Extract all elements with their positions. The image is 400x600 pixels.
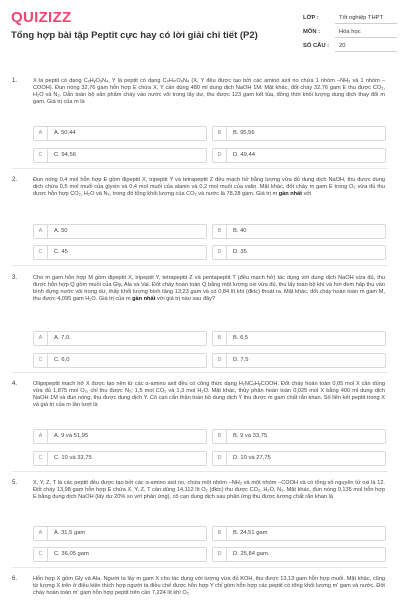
- option-letter: D: [213, 452, 227, 465]
- option-text: D. 49,44: [233, 152, 255, 158]
- option-letter: D: [213, 354, 227, 367]
- option-letter: C: [34, 354, 48, 367]
- option-c[interactable]: [33, 547, 207, 562]
- option-a[interactable]: [33, 126, 207, 141]
- meta-underline: [335, 37, 397, 38]
- question-text-part: Đun nóng 0,4 mol hỗn hợp E gồm đipeptit X, tripeptit Y và tetrapeptit Z đều mạch hở bằng lượng vừa đủ dung dịch NaOH, thu được dung dịch chứa 0,5 mol muối của glyxin và 0,4 mol muối của alanin và 0,2 mol muối của valin. Mặt khác, đốt cháy m gam E trong O₂ vừa đủ thu được hỗn hợp CO₂, H₂O và N₂, trong đó tổng khối lượng của CO₂ và nước là 78,28 gam. Giá trị m: [33, 177, 385, 198]
- divider: [12, 168, 388, 169]
- question-text-part: Cho m gam hỗn hợp M gồm đipeptit X, tripeptit Y, tetrapeptit Z và pentapeptit T (đều mạch hở) tác dụng với dung dịch NaOH vừa đủ, thu được hỗn hợp Q gồm muối của Gly, Ala và Val. Đốt cháy hoàn toàn Q bằng một lượng oxi vừa đủ, thu lấy toàn bộ khí và hơi đem hấp thụ vào bình đựng nước vôi trong dư, thấy khối lượng bình tăng 13,23 gam và có 0,84 lít khí (đktc) thoát ra. Mặt khác, đốt cháy hoàn toàn m gam M, thu được 4,095 gam H₂O. Giá trị của m: [33, 275, 385, 303]
- question-number: 1.: [12, 78, 18, 84]
- option-text: B. 40: [233, 228, 247, 234]
- option-d[interactable]: [212, 451, 386, 466]
- page-header: [0, 0, 400, 64]
- option-d[interactable]: [212, 148, 386, 163]
- option-a[interactable]: [33, 429, 207, 444]
- option-text: C. 36,05 gam: [54, 551, 89, 557]
- option-c[interactable]: [33, 148, 207, 163]
- meta-underline: [335, 23, 397, 24]
- option-c[interactable]: [33, 451, 207, 466]
- option-text: D. 35: [233, 249, 247, 255]
- question-text: X, Y, Z, T là các peptit đều được tạo bởi các α-amino axit no, chứa một nhóm –NH₂ và một nhóm –COOH và có tổng số nguyên tử oxi là 12. Đốt cháy 13,98 gam hỗn hợp E chứa X, Y, Z, T cần dùng 14,112 lít O₂ (đktc) thu được CO₂, H₂O, N₂. Mặt khác, đun nóng 0,135 mol hỗn hợp E bằng dung dịch NaOH (lấy dư 20% so với phản ứng), cô cạn dung dịch sau phản ứng thu được lượng chất rắn khan là: [33, 480, 385, 501]
- divider: [12, 265, 388, 266]
- meta-row-subject: [303, 29, 398, 39]
- question-text: X là peptit có dạng CₓHᵧOᵤN₄, Y là peptit có dạng CₙHₘO₆N₄ (X, Y đều được tạo bởi các amino axit no chứa 1 nhóm –NH₂ và 1 nhóm –COOH). Đun nóng 32,76 gam hỗn hợp E chứa X, Y cần dùng 480 ml dung dịch NaOH 1M. Mặt khác, đốt cháy 32,76 gam E thu được CO₂, H₂O và N₂. Dẫn toàn bộ sản phẩm cháy vào nước vôi trong lấy dư, thu được 123 gam kết tủa, đồng thời khối lượng dung dịch thay đổi m gam. Giá trị của m là: [33, 78, 385, 106]
- question-text-emphasis: gần nhất: [278, 191, 303, 198]
- question-text: [33, 275, 385, 303]
- option-letter: C: [34, 548, 48, 561]
- option-letter: C: [34, 452, 48, 465]
- option-b[interactable]: [212, 331, 386, 346]
- option-letter: B: [213, 527, 227, 540]
- question-number: 6.: [12, 576, 18, 582]
- option-a[interactable]: [33, 331, 207, 346]
- option-d[interactable]: [212, 245, 386, 260]
- divider: [12, 471, 388, 472]
- meta-value-subject: Hóa học: [339, 29, 361, 35]
- meta-row-class: [303, 15, 398, 25]
- option-text: A. 31,5 gam: [54, 530, 86, 536]
- question-number: 4.: [12, 381, 18, 387]
- option-d[interactable]: [212, 353, 386, 368]
- option-letter: B: [213, 332, 227, 345]
- question-text-emphasis: gần nhất: [132, 296, 156, 303]
- meta-row-count: [303, 43, 398, 53]
- question-text-part: với giá trị nào sau đây?: [155, 296, 216, 303]
- meta-label-class: LỚP :: [303, 15, 319, 21]
- option-text: C. 10 và 33,75: [54, 455, 92, 461]
- quizizz-logo: QUIZIZZ: [11, 9, 72, 26]
- question-text: Hỗn hợp X gồm Gly và Ala. Người ta lấy m gam X cho tác dụng với lượng vừa đủ KOH, thu được 13,13 gam hỗn hợp muối. Mặt khác, cũng từ lượng X trên ở điều kiện thích hợp người ta điều chế được hỗn hợp Y chỉ gồm hỗn hợp các peptit có tổng khối lượng m' gam và nước. Đốt cháy hoàn toàn m' gam hỗn hợp peptit trên cần 7,224 lít khí O₂: [33, 576, 385, 597]
- option-text: C. 94,56: [54, 152, 76, 158]
- option-c[interactable]: [33, 353, 207, 368]
- option-text: A. 9 và 51,95: [54, 433, 89, 439]
- option-letter: B: [213, 127, 227, 140]
- option-letter: A: [34, 430, 48, 443]
- option-letter: B: [213, 225, 227, 238]
- option-text: B. 9 và 33,75: [233, 433, 268, 439]
- option-letter: D: [213, 149, 227, 162]
- option-text: B. 95,56: [233, 130, 255, 136]
- option-d[interactable]: [212, 547, 386, 562]
- option-a[interactable]: [33, 526, 207, 541]
- option-letter: C: [34, 246, 48, 259]
- document-title: Tổng hợp bài tập Peptit cực hay có lời giải chi tiết (P2): [11, 30, 258, 41]
- meta-value-class: Tốt nghiệp THPT: [339, 15, 384, 21]
- question-number: 2.: [12, 177, 18, 183]
- option-b[interactable]: [212, 126, 386, 141]
- option-c[interactable]: [33, 245, 207, 260]
- question-number: 3.: [12, 275, 18, 281]
- meta-value-count: 20: [339, 43, 346, 49]
- option-text: A. 50,44: [54, 130, 76, 136]
- divider: [12, 567, 388, 568]
- question-number: 5.: [12, 480, 18, 486]
- option-text: D. 25,84 gam.: [233, 551, 270, 557]
- question-text: Oligopeptit mạch hở X được tạo nên từ các α-amino axit đều có công thức dạng H₂NCₓHᵧCOOH. Đốt cháy hoàn toàn 0,05 mol X cần dùng vừa đủ 1,875 mol O₂, chỉ thu được N₂; 1,5 mol CO₂ và 1,3 mol H₂O. Mặt khác, thủy phân hoàn toàn 0,025 mol X bằng 400 ml dung dịch NaOH 1M và đun nóng, thu được dung dịch Y. Cô cạn cẩn thận toàn bộ dung dịch Y thu được m gam chất rắn khan. Số liên kết peptit trong X và giá trị của m lần lượt là: [33, 381, 385, 409]
- option-letter: D: [213, 246, 227, 259]
- option-text: C. 6,0: [54, 357, 70, 363]
- meta-underline: [335, 51, 397, 52]
- divider: [12, 372, 388, 373]
- option-text: D. 10 và 27,75: [233, 455, 271, 461]
- option-letter: B: [213, 430, 227, 443]
- question-text-part: với: [302, 191, 312, 198]
- option-text: C. 45: [54, 249, 68, 255]
- question-text: [33, 177, 385, 198]
- option-b[interactable]: [212, 429, 386, 444]
- option-letter: A: [34, 527, 48, 540]
- option-b[interactable]: [212, 224, 386, 239]
- option-letter: A: [34, 127, 48, 140]
- option-text: B. 6,5: [233, 335, 249, 341]
- meta-label-subject: MÔN :: [303, 29, 321, 35]
- option-letter: C: [34, 149, 48, 162]
- meta-label-count: SỐ CÂU :: [303, 43, 330, 49]
- option-text: D. 7,5: [233, 357, 249, 363]
- option-b[interactable]: [212, 526, 386, 541]
- option-text: A. 7,0.: [54, 335, 71, 341]
- option-letter: A: [34, 332, 48, 345]
- option-text: B. 24,51 gam: [233, 530, 268, 536]
- option-text: A. 50: [54, 228, 68, 234]
- option-letter: A: [34, 225, 48, 238]
- option-letter: D: [213, 548, 227, 561]
- option-a[interactable]: [33, 224, 207, 239]
